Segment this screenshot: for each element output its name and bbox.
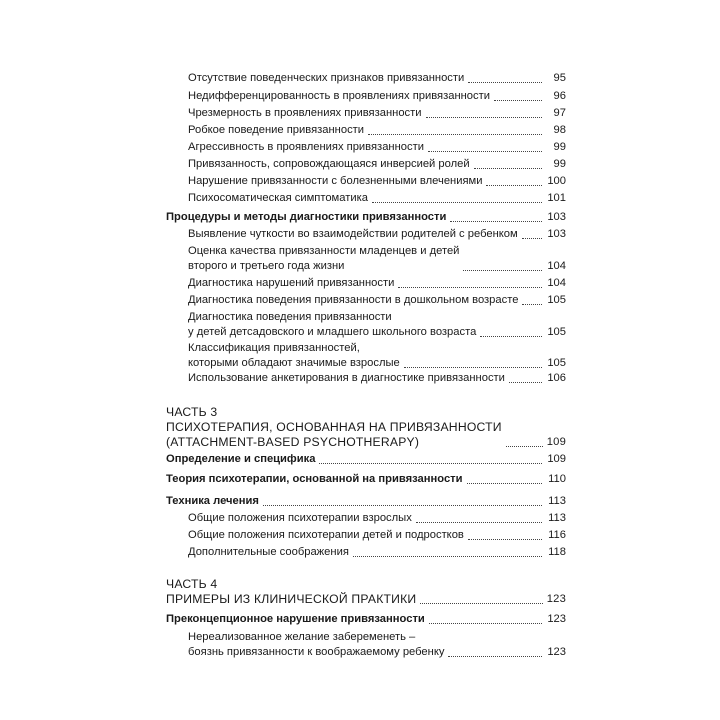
toc-entry [188, 123, 566, 138]
toc-entry-title: Чрезмерность в проявлениях привязанности [188, 107, 422, 119]
toc-entry [188, 341, 566, 371]
leader-dots [426, 117, 542, 118]
part-title: ПРИМЕРЫ ИЗ КЛИНИЧЕСКОЙ ПРАКТИКИ [166, 592, 417, 606]
toc-entry-title: Привязанность, сопровождающаяся инверсией ролей [188, 158, 470, 170]
part-page: 123 [546, 593, 566, 605]
toc-entry-page: 113 [548, 512, 566, 524]
toc-section [166, 612, 566, 627]
toc-entry-title: Общие положения психотерапии детей и подростков [188, 529, 464, 541]
toc-entry [188, 157, 566, 172]
toc-entry [188, 310, 566, 340]
toc-entry-title: Оценка качества привязанности младенцев и детей второго и третьего года жизни [188, 245, 460, 272]
toc-entry-title: Нереализованное желание забеременеть – боязнь привязанности к воображаемому ребенку [188, 631, 445, 658]
part-title: ПСИХОТЕРАПИЯ, ОСНОВАННАЯ НА ПРИВЯЗАННОСТИ (ATTACHMENT-BASED PSYCHOTHERAPY) [166, 420, 502, 449]
toc-entry [188, 545, 566, 560]
toc-section-page: 123 [547, 613, 566, 625]
toc-entry [188, 244, 566, 274]
toc-entry-title: Диагностика поведения привязанности в дошкольном возрасте [188, 294, 519, 306]
toc-section-title: Процедуры и методы диагностики привязанности [166, 211, 447, 223]
toc-entry-title: Нарушение привязанности с болезненными влечениями [188, 175, 483, 187]
leader-dots [450, 221, 542, 222]
toc-entry-page: 106 [547, 372, 566, 384]
toc-entry-title: Выявление чуткости во взаимодействии родителей с ребенком [188, 228, 518, 240]
leader-dots [474, 168, 542, 169]
leader-dots [416, 522, 542, 523]
leader-dots [522, 304, 542, 305]
toc-entry-page: 99 [553, 141, 566, 153]
toc-entry [188, 106, 566, 121]
toc-entry [188, 227, 566, 242]
toc-entry [188, 191, 566, 206]
toc-entry [188, 511, 566, 526]
toc-entry-page: 104 [547, 260, 566, 272]
leader-dots [463, 270, 542, 271]
toc-entry-title: Диагностика поведения привязанности у детей детсадовского и младшего школьного возраста [188, 311, 477, 338]
toc-entry-page: 96 [553, 90, 566, 102]
toc-entry-page: 105 [547, 326, 566, 338]
toc-section-page: 113 [548, 495, 566, 507]
toc-entry-page: 104 [547, 277, 566, 289]
leader-dots [506, 446, 543, 447]
toc-entry [188, 71, 566, 86]
toc-entry-title: Классификация привязанностей, которыми обладают значимые взрослые [188, 342, 400, 369]
part-heading [166, 405, 566, 450]
toc-entry-page: 105 [547, 357, 566, 369]
leader-dots [372, 202, 542, 203]
toc-entry-page: 97 [553, 107, 566, 119]
toc-entry [188, 276, 566, 291]
toc-entry [188, 630, 566, 660]
toc-entry [188, 293, 566, 308]
toc-section-page: 109 [547, 453, 566, 465]
leader-dots [509, 382, 542, 383]
toc-entry-page: 99 [553, 158, 566, 170]
toc-section-title: Техника лечения [166, 495, 259, 507]
leader-dots [468, 539, 542, 540]
leader-dots [398, 287, 542, 288]
part-title-row [166, 420, 566, 450]
toc-section [166, 210, 566, 225]
part-label: ЧАСТЬ 4 [166, 577, 218, 591]
toc-entry-page: 103 [547, 228, 566, 240]
toc-entry-title: Дополнительные соображения [188, 546, 349, 558]
toc-entry-page: 101 [547, 192, 566, 204]
leader-dots [486, 185, 542, 186]
leader-dots [404, 367, 542, 368]
toc-entry [188, 140, 566, 155]
leader-dots [522, 238, 542, 239]
toc-section [166, 494, 566, 509]
toc-section-page: 103 [547, 211, 566, 223]
toc-entry-title: Общие положения психотерапии взрослых [188, 512, 412, 524]
toc-section [166, 472, 566, 487]
toc-section-title: Преконцепционное нарушение привязанности [166, 613, 425, 625]
toc-section [166, 452, 566, 467]
toc-entry [188, 371, 566, 386]
leader-dots [494, 100, 542, 101]
toc-entry [188, 528, 566, 543]
toc-entry [188, 174, 566, 189]
toc-section-title: Теория психотерапии, основанной на привязанности [166, 473, 463, 485]
leader-dots [429, 623, 542, 624]
toc-entry-page: 105 [547, 294, 566, 306]
toc-entry-title: Недифференцированность в проявлениях привязанности [188, 90, 490, 102]
leader-dots [480, 336, 542, 337]
toc-entry-title: Использование анкетирования в диагностике привязанности [188, 372, 505, 384]
leader-dots [263, 505, 542, 506]
part-label: ЧАСТЬ 3 [166, 405, 218, 419]
toc-entry-page: 98 [553, 124, 566, 136]
leader-dots [420, 603, 542, 604]
toc-section-title: Определение и специфика [166, 453, 316, 465]
toc-entry-title: Психосоматическая симптоматика [188, 192, 368, 204]
toc-entry-page: 95 [553, 72, 566, 84]
leader-dots [467, 483, 542, 484]
toc-entry-title: Диагностика нарушений привязанности [188, 277, 395, 289]
toc-entry-title: Робкое поведение привязанности [188, 124, 365, 136]
part-heading [166, 577, 566, 607]
leader-dots [353, 556, 542, 557]
toc-entry-title: Агрессивность в проявлениях привязанности [188, 141, 424, 153]
leader-dots [368, 134, 542, 135]
leader-dots [468, 82, 542, 83]
part-title-row [166, 592, 566, 607]
toc-entry-title: Отсутствие поведенческих признаков привязанности [188, 72, 465, 84]
toc-section-page: 110 [548, 473, 566, 485]
toc-entry [188, 89, 566, 104]
toc-entry-page: 100 [547, 175, 566, 187]
toc-entry-page: 118 [548, 546, 566, 558]
leader-dots [428, 151, 542, 152]
leader-dots [448, 656, 542, 657]
part-page: 109 [546, 436, 566, 448]
leader-dots [319, 463, 542, 464]
toc-entry-page: 123 [547, 646, 566, 658]
toc-entry-page: 116 [548, 529, 566, 541]
